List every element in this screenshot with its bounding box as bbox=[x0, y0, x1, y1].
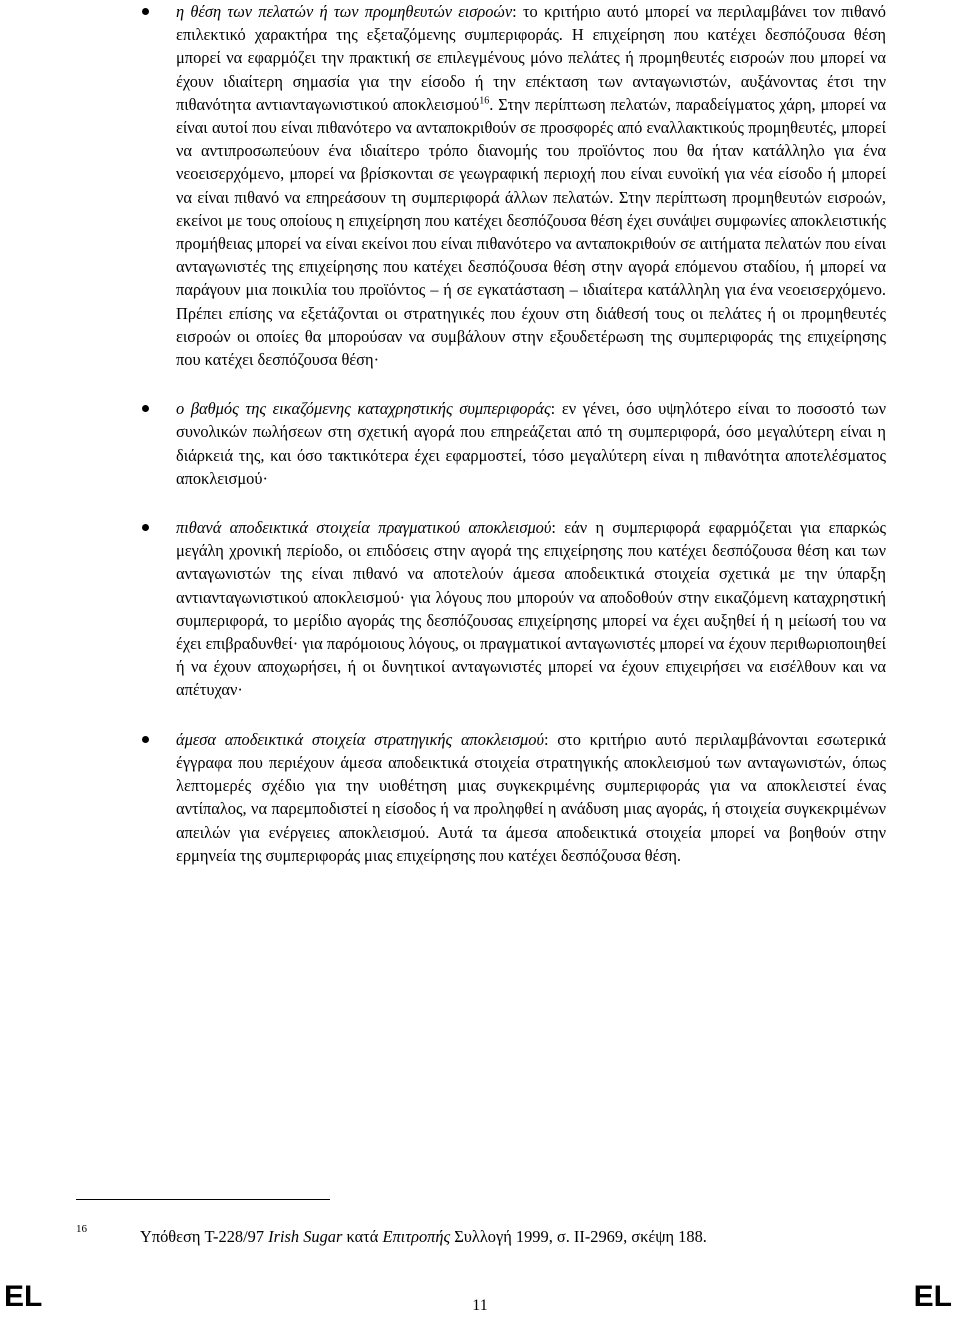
term-separator: : bbox=[512, 2, 523, 21]
list-item-term: άμεσα αποδεικτικά στοιχεία στρατηγικής αποκλεισμού bbox=[176, 729, 544, 749]
list-item-term: η θέση των πελατών ή των προμηθευτών εισροών bbox=[176, 2, 513, 21]
list-item-term: ο βαθμός της εικαζόμενης καταχρηστικής συμπεριφοράς bbox=[176, 399, 551, 419]
list-item bbox=[142, 728, 886, 867]
list-item-body: στο κριτήριο αυτό περιλαμβάνονται εσωτερικά έγγραφα που περιέχουν άμεσα αποδεικτικά στοιχεία στρατηγικής αποκλεισμού των ανταγωνιστών, όπως λεπτομερές σχέδιο για την υιοθέτηση μιας συγκεκριμένης συμπεριφοράς για να αποκλειστεί ένας αντίπαλος, να παρεμποδιστεί η είσοδος ή να προληφθεί η ανάδυση μιας αγοράς, ή στοιχεία συγκεκριμένων απειλών για ενέργειες αποκλεισμού. Αυτά τα άμεσα αποδεικτικά στοιχεία μπορεί να βοηθούν στην ερμηνεία της συμπεριφοράς μιας επιχείρησης που κατέχει δεσπόζουσα θέση. bbox=[176, 729, 886, 865]
list-item bbox=[142, 397, 886, 490]
list-item bbox=[142, 516, 886, 702]
footnote-number: 16 bbox=[76, 1223, 87, 1235]
footnote-reference[interactable]: 16 bbox=[479, 95, 490, 107]
bullet-marker bbox=[142, 405, 149, 412]
list-item-text bbox=[176, 728, 886, 867]
list-item-text bbox=[176, 516, 886, 702]
bullet-marker bbox=[142, 524, 149, 531]
footnote-party: Irish Sugar bbox=[268, 1227, 343, 1246]
list-item bbox=[142, 0, 886, 371]
term-separator: : bbox=[543, 729, 558, 749]
list-item-term: πιθανά αποδεικτικά στοιχεία πραγματικού αποκλεισμού bbox=[176, 518, 552, 538]
list-item-body: εν γένει, όσο υψηλότερο είναι το ποσοστό των συνολικών πωλήσεων στη σχετική αγορά που επηρεάζεται από τη συμπεριφορά, όσο μεγαλύτερη είναι η διάρκειά της, και όσο τακτικότερα έχει εφαρμοστεί, τόσο μεγαλύτερη είναι η πιθανότητα αποτελέσματος αποκλεισμού· bbox=[176, 399, 886, 488]
list-item-body: το κριτήριο αυτό μπορεί να περιλαμβάνει τον πιθανό επιλεκτικό χαρακτήρα της εξεταζόμενης συμπεριφοράς. Η επιχείρηση που κατέχει δεσπόζουσα θέση μπορεί να εφαρμόζει την πρακτική σε επιλεγμένους μόνο πελάτες ή προμηθευτές εισροών που μπορεί να έχουν ιδιαίτερη σημασία για την είσοδο ή την επέκταση των ανταγωνιστών, αυξάνοντας έτσι την πιθανότητα αντιανταγωνιστικού αποκλεισμού bbox=[176, 2, 887, 114]
list-item-text bbox=[176, 397, 886, 490]
footnote-divider bbox=[76, 1199, 330, 1200]
bullet-list bbox=[142, 0, 886, 867]
language-code-right: EL bbox=[913, 1280, 952, 1313]
footnote-respondent: Επιτροπής bbox=[382, 1227, 451, 1246]
footnote-citation: Συλλογή 1999, σ. II-2969, σκέψη 188. bbox=[450, 1227, 707, 1246]
page-number: 11 bbox=[472, 1297, 488, 1314]
language-code-left: EL bbox=[4, 1280, 43, 1313]
footnote-text bbox=[140, 1226, 707, 1248]
term-separator: : bbox=[551, 518, 565, 538]
list-item-text bbox=[176, 0, 886, 371]
term-separator: : bbox=[550, 399, 562, 419]
list-item-body: εάν η συμπεριφορά εφαρμόζεται για επαρκώς μεγάλη χρονική περίοδο, οι επιδόσεις στην αγορά της επιχείρησης που κατέχει δεσπόζουσα θέση και των ανταγωνιστών της είναι πιθανό να αποτελούν άμεσα αποδεικτικά στοιχεία σχετικά με την ύπαρξη αντιανταγωνιστικού αποκλεισμού· για λόγους που μπορούν να αποδοθούν στην εικαζόμενη καταχρηστική συμπεριφορά, το μερίδιο αγοράς της δεσπόζουσας επιχείρησης μπορεί να έχει αυξηθεί ή η μείωσή του να έχει επιβραδυνθεί· για παρόμοιους λόγους, οι πραγματικοί ανταγωνιστές μπορεί να έχουν περιθωριοποιηθεί ή να έχουν αποχωρήσει, ή οι δυνητικοί ανταγωνιστές μπορεί να έχουν επιχειρήσει να εισέλθουν και να απέτυχαν· bbox=[176, 518, 887, 700]
list-item-body-continued: . Στην περίπτωση πελατών, παραδείγματος χάρη, μπορεί να είναι αυτοί που είναι πιθανότερο να ανταποκριθούν σε προσφορές από εναλλακτικούς προμηθευτές, μπορεί να αντιπροσωπεύουν ένα ιδιαίτερο τρόπο διανομής του προϊόντος που θα ήταν κατάλληλο για ένα νεοεισερχόμενο, μπορεί να βρίσκονται σε γεωγραφική περιοχή που είναι ευνοϊκή για νέα είσοδο ή μπορεί να είναι πιθανό να επηρεάσουν τη συμπεριφορά άλλων πελατών. Στην περίπτωση προμηθευτών εισροών, εκείνοι με τους οποίους η επιχείρηση που κατέχει δεσπόζουσα θέση έχει συνάψει συμφωνίες αποκλειστικής προμήθειας μπορεί να είναι εκείνοι που είναι πιθανότερο να ανταποκριθούν σε αιτήματα πελατών που είναι ανταγωνιστές της επιχείρησης που κατέχει δεσπόζουσα θέση στην αγορά επόμενου σταδίου, ή μπορεί να παράγουν μια ποικιλία του προϊόντος – ή σε εγκατάσταση – ιδιαίτερα κατάλληλη για ένα νεοεισερχόμενο. Πρέπει επίσης να εξετάζονται οι στρατηγικές που έχουν στη διάθεσή τους οι πελάτες ή οι προμηθευτές εισροών οι οποίες θα μπορούσαν να συμβάλουν στην εξουδετέρωση της συμπεριφοράς της επιχείρησης που κατέχει δεσπόζουσα θέση· bbox=[176, 94, 886, 370]
footnote-case: Υπόθεση T-228/97 bbox=[140, 1227, 269, 1246]
bullet-marker bbox=[142, 8, 149, 15]
bullet-marker bbox=[142, 736, 149, 743]
footnote-versus: κατά bbox=[342, 1227, 383, 1246]
